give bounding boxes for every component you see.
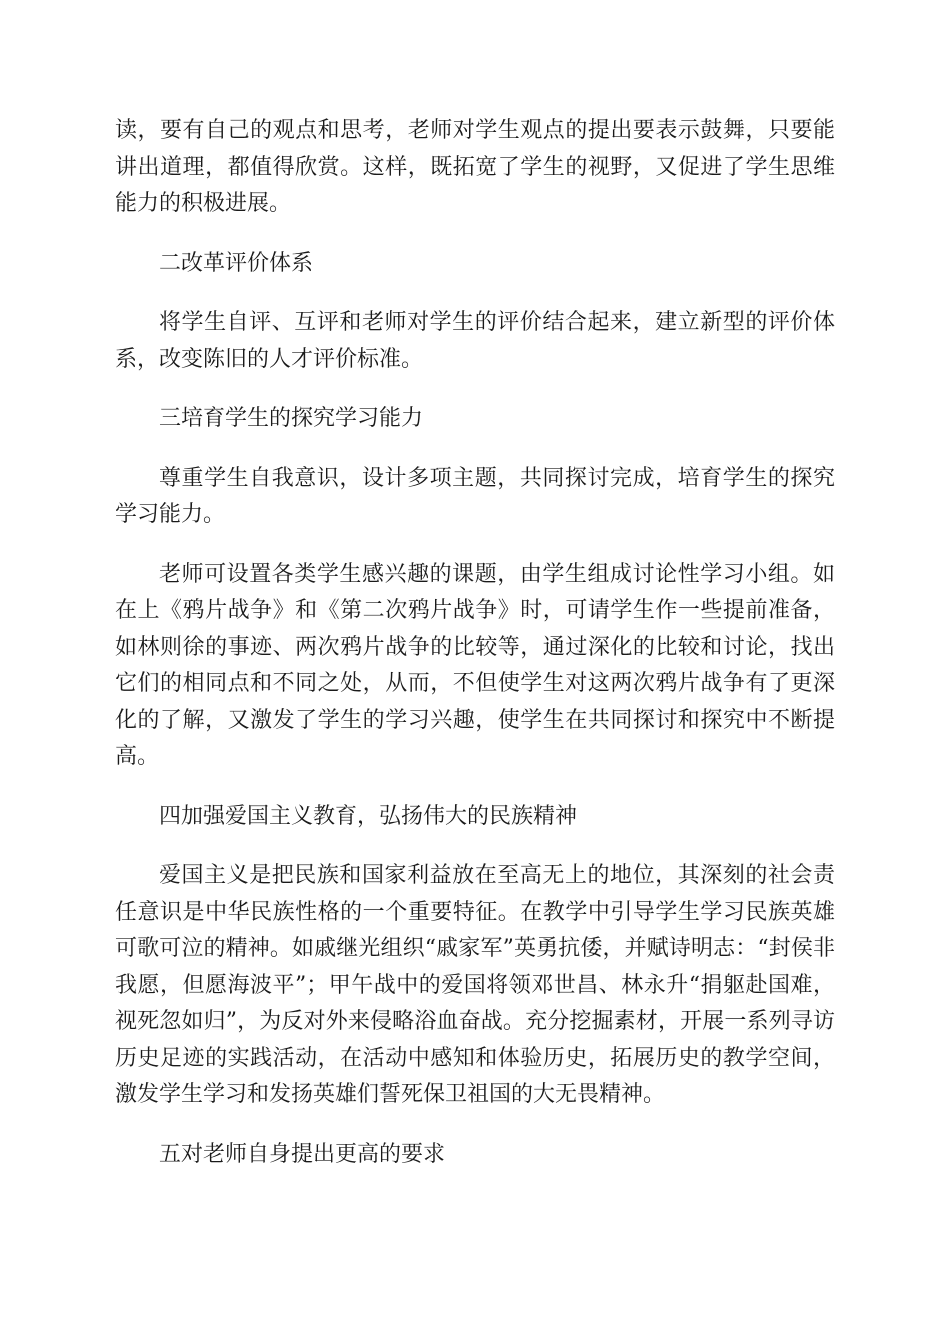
paragraph-inquiry-ability: 尊重学生自我意识，设计多项主题，共同探讨完成，培育学生的探究学习能力。 <box>115 465 835 527</box>
section-heading-2: 二改革评价体系 <box>159 250 314 276</box>
section-heading-4: 四加强爱国主义教育，弘扬伟大的民族精神 <box>159 803 578 829</box>
paragraph-evaluation-system: 将学生自评、互评和老师对学生的评价结合起来，建立新型的评价体系，改变陈旧的人才评价标准。 <box>115 310 835 372</box>
paragraph-opium-war-example: 老师可设置各类学生感兴趣的课题，由学生组成讨论性学习小组。如在上《鸦片战争》和《第二次鸦片战争》时，可请学生作一些提前准备，如林则徐的事迹、两次鸦片战争的比较等，通过深化的比较和讨论，找出它们的相同点和不同之处，从而，不但使学生对这两次鸦片战争有了更深化的了解，又激发了学生的学习兴趣，使学生在共同探讨和探究中不断提高。 <box>115 561 835 769</box>
paragraph-patriotism: 爱国主义是把民族和国家利益放在至高无上的地位，其深刻的社会责任意识是中华民族性格的一个重要特征。在教学中引导学生学习民族英雄可歌可泣的精神。如戚继光组织“戚家军”英勇抗倭，并赋诗明志：“封侯非我愿，但愿海波平”；甲午战中的爱国将领邓世昌、林永升“捐躯赴国难，视死忽如归”，为反对外来侵略浴血奋战。充分挖掘素材，开展一系列寻访历史足迹的实践活动，在活动中感知和体验历史，拓展历史的教学空间，激发学生学习和发扬英雄们誓死保卫祖国的大无畏精神。 <box>115 863 835 1107</box>
document-body <box>115 113 835 1196</box>
section-heading-5: 五对老师自身提出更高的要求 <box>159 1141 446 1167</box>
paragraph-continued: 读，要有自己的观点和思考，老师对学生观点的提出要表示鼓舞，只要能讲出道理，都值得欣赏。这样，既拓宽了学生的视野，又促进了学生思维能力的积极进展。 <box>115 118 835 216</box>
section-heading-3: 三培育学生的探究学习能力 <box>159 406 424 431</box>
